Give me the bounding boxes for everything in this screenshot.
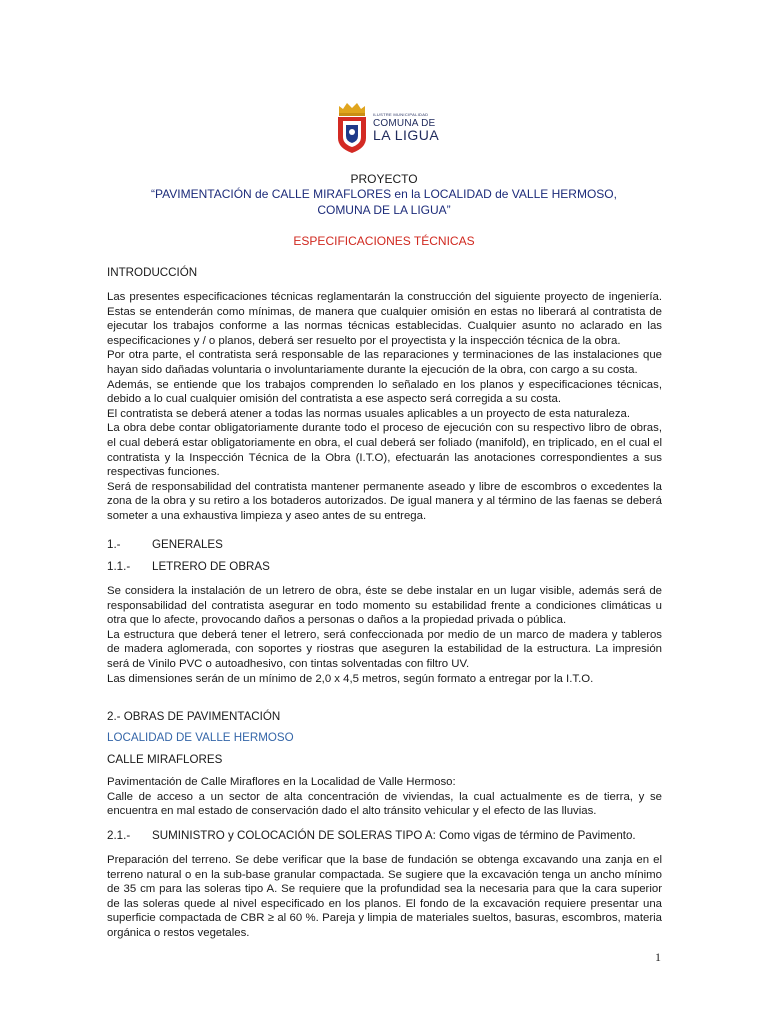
section-1-1-number: 1.1.- xyxy=(107,560,131,573)
letrero-paragraph-3: Las dimensiones serán de un mínimo de 2,0 x 4,5 metros, según formato a entregar por la I.T.O. xyxy=(107,672,594,685)
page-number: 1 xyxy=(655,950,661,964)
section-2-title: 2.- OBRAS DE PAVIMENTACIÓN xyxy=(107,710,281,723)
calle-heading: CALLE MIRAFLORES xyxy=(107,753,223,766)
coat-of-arms-icon xyxy=(333,100,371,154)
section-2-1-title: SUMINISTRO y COLOCACIÓN DE SOLERAS TIPO A: Como vigas de término de Pavimento. xyxy=(152,829,636,842)
calle-paragraph-1: Pavimentación de Calle Miraflores en la Localidad de Valle Hermoso: xyxy=(107,776,456,788)
municipality-logo xyxy=(333,100,440,154)
intro-paragraph-6: Será de responsabilidad del contratista mantener permanente aseado y libre de escombros o excedentes la zona de la obra y su retiro a los botaderos autorizados. De igual manera y al término de las faenas se deberá someter a una exhaustiva limpieza y aseo antes de su entrega. xyxy=(107,480,662,522)
intro-paragraph-1: Las presentes especificaciones técnicas reglamentarán la construcción del siguiente proyecto de ingeniería. Estas se entenderán como mínimas, de manera que cualquier omisión en estas no liberará al contratista de ejecutar los trabajos conforme a las normas técnicas establecidas. Cualquier asunto no aclarado en las especificaciones y / o planos, deberá ser resuelto por el proyectista y la inspección técnica de la obra. xyxy=(107,291,662,347)
intro-paragraph-2: Por otra parte, el contratista será responsable de las reparaciones y terminaciones de las instalaciones que hayan sido dañadas voluntaria o involuntariamente durante la ejecución de la obra, con cargo a su costa. xyxy=(107,349,662,376)
section-1-body xyxy=(107,584,662,686)
letrero-paragraph-2: La estructura que deberá tener el letrero, será confeccionada por medio de un marco de madera y tableros de madera aglomerada, con soportes y riostras que aseguren la estabilidad de la estructura. La impresión será de Vinilo PVC o autoadhesivo, con tintas solventadas con filtro UV. xyxy=(107,628,662,670)
section-1-number: 1.- xyxy=(107,538,121,551)
intro-heading: INTRODUCCIÓN xyxy=(107,266,198,279)
logo-line-1: COMUNA DE xyxy=(373,118,436,129)
section-2-intro xyxy=(107,775,662,819)
especificaciones-heading: ESPECIFICACIONES TÉCNICAS xyxy=(293,234,475,248)
letrero-paragraph-1: Se considera la instalación de un letrero de obra, éste se debe instalar en un lugar visible, además será de responsabilidad del contratista asegurar en todo momento su estabilidad frente a condiciones climáticas u otra que lo afecte, provocando daños a personas o daños a la propiedad privada o pública. xyxy=(107,585,662,627)
project-name-line-1: “PAVIMENTACIÓN de CALLE MIRAFLORES en la LOCALIDAD de VALLE HERMOSO, xyxy=(151,187,617,201)
logo-small-text: ILUSTRE MUNICIPALIDAD xyxy=(373,112,429,117)
localidad-heading: LOCALIDAD DE VALLE HERMOSO xyxy=(107,731,294,744)
logo-line-2: LA LIGUA xyxy=(373,127,440,143)
section-2-1-number: 2.1.- xyxy=(107,829,131,842)
proyecto-label: PROYECTO xyxy=(350,172,418,186)
intro-paragraph-4: El contratista se deberá atener a todas las normas usuales aplicables a un proyecto de esta naturaleza. xyxy=(107,407,631,420)
project-name-line-2: COMUNA DE LA LIGUA” xyxy=(317,203,451,217)
intro-paragraph-5: La obra debe contar obligatoriamente durante todo el proceso de ejecución con su respectivo libro de obras, el cual deberá estar obligatoriamente en obra, el cual deberá ser foliado (manifold), en triplicado, en el cual el contratista y la Inspección Técnica de la Obra (I.T.O), efectuarán las anotaciones correspondientes a sus respectivas funciones. xyxy=(107,422,662,479)
section-1-title: GENERALES xyxy=(152,538,223,551)
section-1-1-title: LETRERO DE OBRAS xyxy=(152,560,270,573)
soleras-paragraph: Preparación del terreno. Se debe verificar que la base de fundación se obtenga excavando una zanja en el terreno natural o en la sub-base granular compactada. Se sugiere que la excavación tenga un ancho mínimo de 35 cm para las soleras tipo A. Se requiere que la profundidad sea la necesaria para que la cara superior de las soleras quede al nivel especificado en los planos. El fondo de la excavación requiere presentar una superficie compactada de CBR ≥ al 60 %. Pareja y limpia de materiales sueltos, basuras, escombros, materia orgánica o restos vegetales. xyxy=(107,854,662,939)
intro-body xyxy=(107,290,662,524)
soleras-body xyxy=(107,853,662,941)
intro-paragraph-3: Además, se entiende que los trabajos comprenden lo señalado en los planos y especificaciones técnicas, debido a lo cual cualquier omisión del contratista a ese aspecto será corregida a su costa. xyxy=(107,378,662,406)
calle-paragraph-2: Calle de acceso a un sector de alta concentración de viviendas, la cual actualmente es de tierra, y se encuentra en mal estado de conservación dado el alto tránsito vehicular y el efecto de las lluvias. xyxy=(107,790,662,818)
